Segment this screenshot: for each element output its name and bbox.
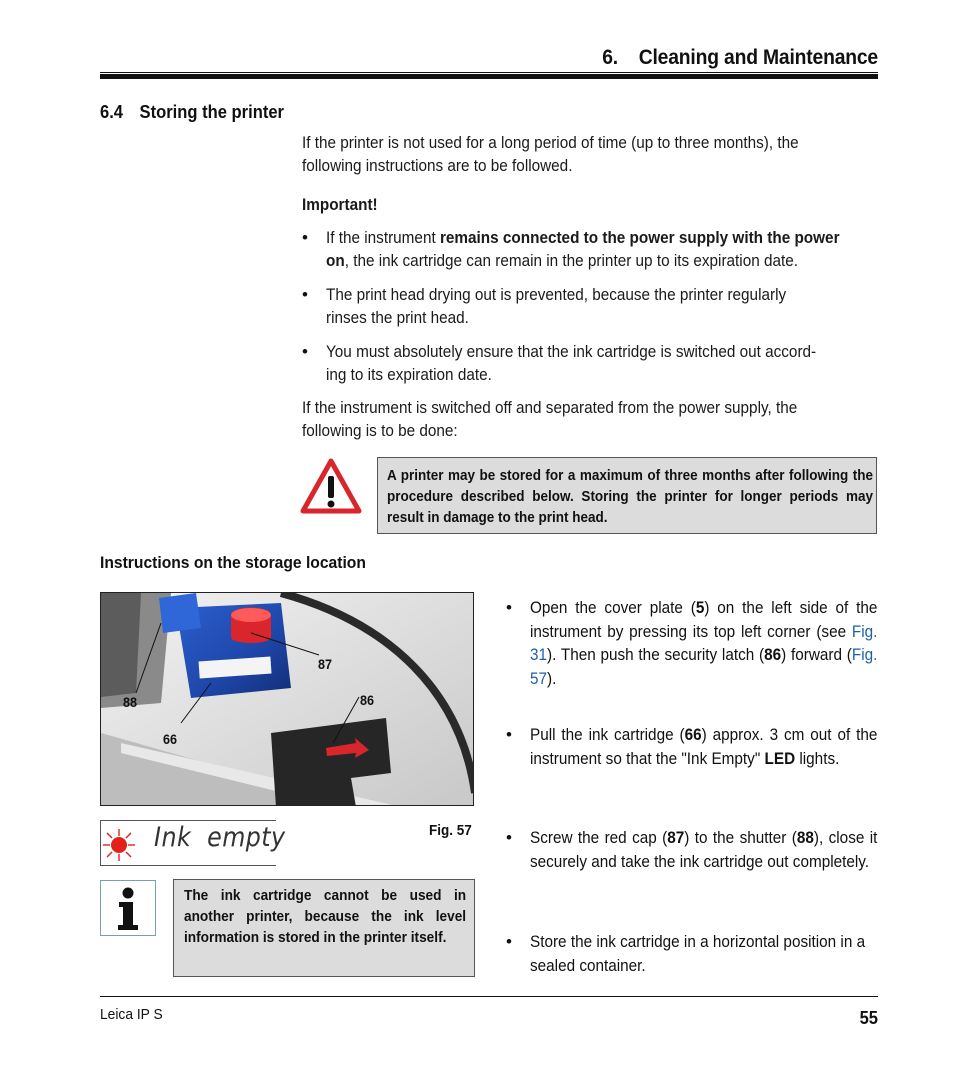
storage-heading: Instructions on the storage location [100, 553, 366, 572]
intro-paragraph [302, 131, 942, 177]
step-text: Store the ink cartridge in a horizontal position in a sealed container. [530, 932, 866, 975]
step-text-part: lights. [795, 748, 840, 768]
bullet-text [326, 283, 938, 329]
step-item [0, 723, 954, 803]
intro-line-1: If the printer is not used for a long period of time (up to three months), the [302, 133, 799, 152]
step-text-part: Pull the ink cartridge ( [530, 725, 685, 744]
chapter-title: 6. Cleaning and Maintenance [602, 46, 878, 69]
warning-triangle-icon [300, 458, 362, 519]
bullet-dot: • [302, 285, 308, 304]
bullet-dot: • [302, 228, 308, 247]
step-text-part: Screw the red cap ( [530, 828, 668, 847]
section-title [100, 102, 284, 123]
step-text-part: ) forward ( [781, 645, 852, 664]
footer-product: Leica IP S [100, 1006, 163, 1023]
callout-66: 66 [163, 731, 178, 747]
step-text-part: ) approx. 3 cm out of the instrument so that the "Ink Empty" [530, 725, 878, 768]
step-bullet: • [506, 725, 512, 744]
step-bullet: • [506, 932, 512, 951]
header-rule [100, 74, 878, 79]
step-text-part: Open the cover plate ( [530, 598, 696, 617]
intro-line-2: following instructions are to be followed. [302, 156, 573, 175]
fig-31-link[interactable]: Fig. 31 [530, 621, 878, 664]
step-text-part: ) on the left side of the instrument by pressing its top left corner (see [530, 598, 878, 641]
bullet-dot: • [302, 342, 308, 361]
bullet-text [326, 226, 938, 272]
header-rule-thin [100, 72, 878, 73]
bullet-post: , the ink cartridge can remain in the printer up to its expiration date. [344, 251, 799, 270]
step-bold: 5 [695, 598, 705, 617]
step-item [0, 826, 954, 906]
step-bullet: • [506, 598, 512, 617]
bullet-item [0, 283, 954, 333]
step-text-part: ) to the shutter ( [684, 828, 797, 847]
step-bold: 88 [796, 828, 814, 847]
callout-88: 88 [123, 694, 138, 710]
step-text-part: ). Then push the security latch ( [547, 645, 765, 664]
step-item [0, 930, 954, 990]
bullet-pre: If the instrument [326, 228, 440, 247]
bullet-bold: remains connected to the power supply with the power [439, 228, 840, 247]
warning-text: A printer may be stored for a maximum of three months after following the procedure described below. Storing the printer for longer periods may result in damage to the print head. [387, 467, 873, 526]
step-text [530, 596, 877, 690]
section-title-text: Storing the printer [139, 102, 284, 122]
step-text-part: ), close it securely and take the ink cartridge out completely. [530, 828, 878, 871]
page-number: 55 [859, 1008, 878, 1028]
bullet-line: ing to its expiration date. [326, 365, 492, 384]
footer-rule [100, 996, 878, 997]
bullet-item [0, 226, 954, 276]
section-number: 6.4 [100, 102, 124, 122]
step-text [530, 826, 877, 873]
bullet-line [326, 249, 877, 272]
callout-87: 87 [318, 656, 333, 672]
important-label: Important! [302, 195, 378, 214]
step-bold: LED [764, 748, 796, 768]
step-item [0, 596, 954, 696]
info-text: The ink cartridge cannot be used in another printer, because the ink level information is stored in the printer itself. [184, 887, 467, 946]
switched-off-line-1: If the instrument is switched off and separated from the power supply, the [302, 398, 798, 417]
bullet-line: The print head drying out is prevented, because the printer regularly [326, 285, 787, 304]
step-text [530, 723, 877, 770]
bullet-item [0, 340, 954, 390]
step-bold: 86 [764, 645, 782, 664]
bullet-bold-2: on [326, 251, 345, 270]
step-bold: 87 [667, 828, 685, 847]
step-bold: 66 [684, 725, 702, 744]
bullet-line: You must absolutely ensure that the ink cartridge is switched out accord- [326, 342, 817, 361]
ink-empty-text: Ink empty [154, 822, 286, 853]
bullet-line: rinses the print head. [326, 308, 469, 327]
figure-label: Fig. 57 [429, 822, 472, 839]
bullet-text [326, 340, 938, 386]
switched-off-paragraph [302, 396, 942, 442]
fig-57-link[interactable]: Fig. 57 [530, 645, 878, 688]
step-bullet: • [506, 828, 512, 847]
step-text-part: ). [547, 668, 557, 688]
switched-off-line-2: following is to be done: [302, 421, 458, 440]
bullet-line [326, 226, 877, 249]
callout-86: 86 [360, 692, 375, 708]
